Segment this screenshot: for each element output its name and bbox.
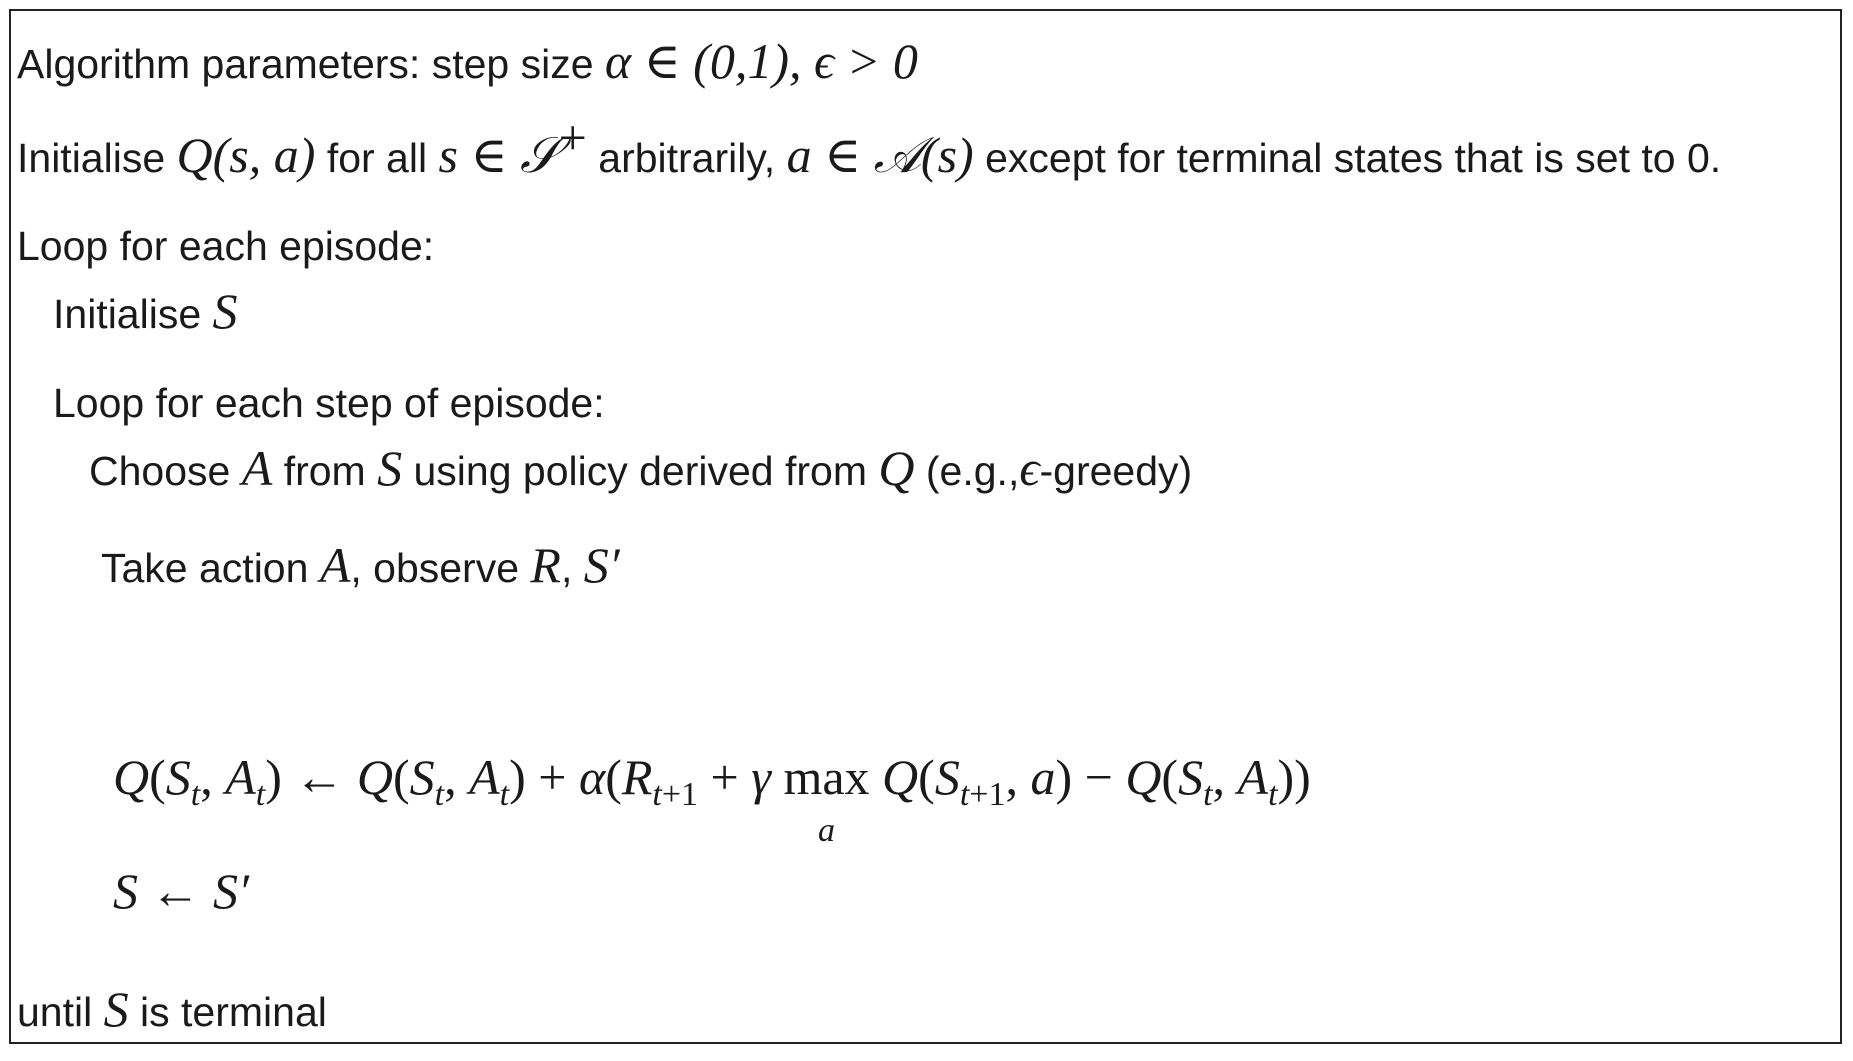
init-q-text-4: except for terminal states that is set to 0.	[985, 135, 1722, 181]
max-subscript: a	[818, 812, 835, 849]
take-a: A	[319, 537, 351, 593]
assign-arrow: ←	[150, 863, 201, 919]
choose-q: Q	[878, 440, 915, 496]
init-q-math-3: a ∈ 𝒜(s)	[786, 127, 974, 183]
until-terminal-line	[17, 981, 327, 1037]
init-q-math-2: s ∈ 𝒮+	[438, 109, 587, 183]
init-q-math-1: Q(s, a)	[176, 127, 316, 183]
init-q-text-3: arbitrarily,	[598, 135, 776, 181]
take-text-3: ,	[560, 545, 573, 591]
choose-text-1: Choose	[89, 448, 231, 494]
state-assignment-line	[113, 863, 249, 919]
choose-text-4: (e.g.,	[925, 448, 1020, 494]
until-s: S	[103, 981, 129, 1037]
choose-text-5: -greedy)	[1039, 448, 1193, 494]
choose-a: A	[241, 440, 273, 496]
take-action-line	[101, 537, 620, 593]
init-s-math: S	[212, 283, 238, 339]
choose-text-3: using policy derived from	[413, 448, 867, 494]
until-text-1: until	[17, 989, 93, 1035]
params-label: Algorithm parameters: step size	[17, 41, 594, 87]
choose-epsilon: ϵ	[1019, 440, 1040, 496]
take-text-2: , observe	[350, 545, 520, 591]
until-text-2: is terminal	[140, 989, 327, 1035]
init-q-text-2: for all	[326, 135, 428, 181]
max-operator: max a	[783, 749, 870, 849]
assign-lhs: S	[113, 863, 138, 919]
q-update-equation: $Q(S_t$, $A_t$) ← $Q(S_t$, $A_t) + \alpha(R_{t+1} + \gamma$ max a $Q(S_{t+1}$, $a) - Q(S_t$, $A_t$))	[113, 749, 1311, 849]
take-s-prime: S′	[583, 537, 620, 593]
choose-s: S	[377, 440, 403, 496]
assign-rhs: S′	[213, 863, 249, 919]
choose-text-2: from	[283, 448, 366, 494]
initialise-q-line	[17, 109, 1722, 183]
init-s-text: Initialise	[53, 291, 202, 337]
loop-episode-line: Loop for each episode:	[17, 223, 435, 269]
initialise-s-line	[53, 283, 238, 339]
init-q-text-1: Initialise	[17, 135, 166, 181]
loop-step-line: Loop for each step of episode:	[53, 380, 605, 426]
params-math: α ∈ (0,1), ϵ > 0	[604, 33, 918, 89]
choose-action-line	[89, 440, 1193, 496]
algorithm-parameters-line	[17, 33, 918, 89]
take-r: R	[530, 537, 561, 593]
take-text-1: Take action	[101, 545, 309, 591]
